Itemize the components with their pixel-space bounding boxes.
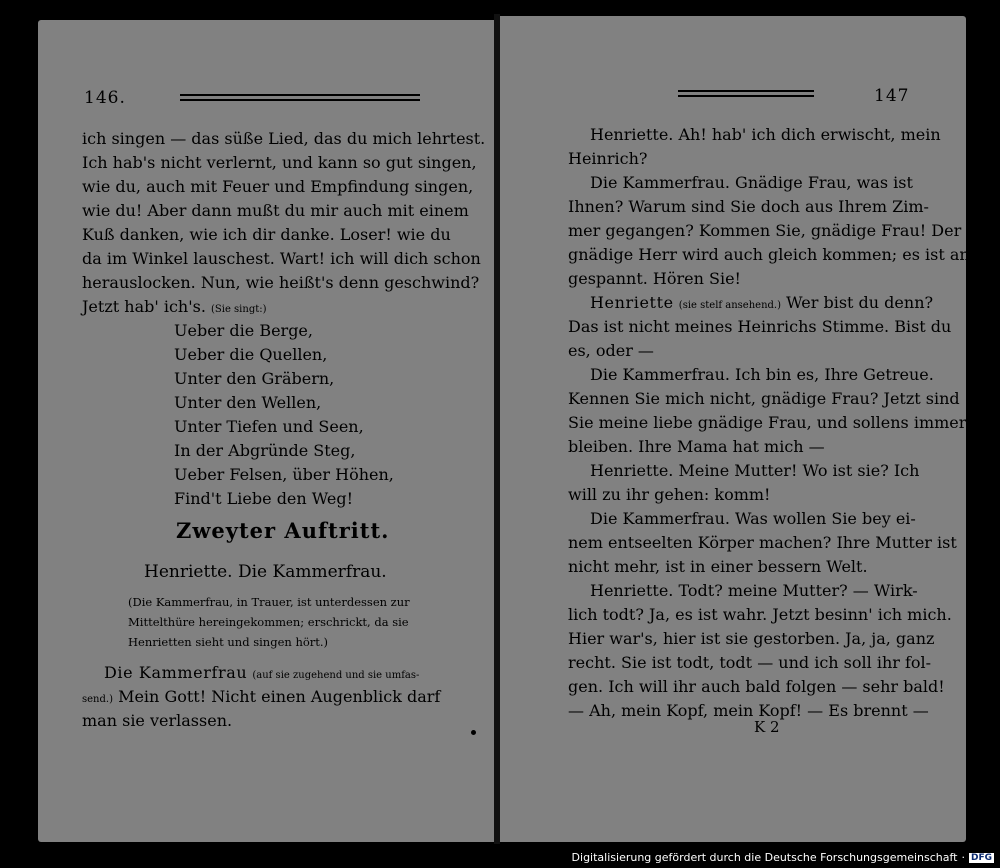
stage-note: (Sie singt:) <box>211 304 267 315</box>
right-line: Das ist nicht meines Heinrichs Stimme. Bist du <box>568 317 952 336</box>
left-line <box>82 686 440 711</box>
signature-mark: K 2 <box>754 718 780 736</box>
left-line: wie du! Aber dann mußt du mir auch mit einem <box>82 201 469 220</box>
right-line: nicht mehr, ist in einer bessern Welt. <box>568 557 868 576</box>
left-line: herauslocken. Nun, wie heißt's denn geschwind? <box>82 273 480 292</box>
stage-direction-line: (Die Kammerfrau, in Trauer, ist unterdessen zur <box>128 595 410 609</box>
left-line: Kuß danken, wie ich dir danke. Loser! wie du <box>82 225 451 244</box>
left-speaker-line <box>104 662 419 687</box>
digitization-footer <box>572 851 994 864</box>
right-line: gen. Ich will ihr auch bald folgen — sehr bald! <box>568 677 945 696</box>
right-line: Hier war's, hier ist sie gestorben. Ja, ja, ganz <box>568 629 935 648</box>
right-line: Heinrich? <box>568 149 648 168</box>
speaker-name: Henriette <box>590 293 674 312</box>
left-line: Ich hab's nicht verlernt, und kann so gut singen, <box>82 153 477 172</box>
right-line: will zu ihr gehen: komm! <box>568 485 771 504</box>
right-line: Sie meine liebe gnädige Frau, und sollens immer <box>568 413 967 432</box>
stage-note: (auf sie zugehend und sie umfas- <box>252 670 420 681</box>
right-line: lich todt? Ja, es ist wahr. Jetzt besinn' ich mich. <box>568 605 952 624</box>
poem-line: Unter den Wellen, <box>174 393 322 412</box>
dfg-logo: DFG <box>970 852 992 863</box>
right-line: Kennen Sie mich nicht, gnädige Frau? Jetzt sind <box>568 389 960 408</box>
left-line: da im Winkel lauschest. Wart! ich will dich schon <box>82 249 481 268</box>
ink-spot <box>471 730 476 735</box>
stage-note: (sie stelf ansehend.) <box>678 300 782 311</box>
right-line: es, oder — <box>568 341 654 360</box>
right-line: gespannt. Hören Sie! <box>568 269 741 288</box>
poem-line: Ueber Felsen, über Höhen, <box>174 465 394 484</box>
right-line: bleiben. Ihre Mama hat mich — <box>568 437 825 456</box>
right-line: mer gegangen? Kommen Sie, gnädige Frau! Der <box>568 221 962 240</box>
scene-title: Zweyter Auftritt. <box>176 518 390 543</box>
stage-direction-line: Mittelthüre hereingekommen; erschrickt, da sie <box>128 615 409 629</box>
right-line: — Ah, mein Kopf, mein Kopf! — Es brennt — <box>568 701 929 720</box>
poem-line: Unter Tiefen und Seen, <box>174 417 364 436</box>
right-line: Die Kammerfrau. Gnädige Frau, was ist <box>590 173 913 192</box>
poem-line: Ueber die Berge, <box>174 321 313 340</box>
poem-line: Unter den Gräbern, <box>174 369 335 388</box>
line-text: Jetzt hab' ich's. <box>82 297 206 316</box>
right-line: Die Kammerfrau. Ich bin es, Ihre Getreue. <box>590 365 934 384</box>
right-line: nem entseelten Körper machen? Ihre Mutter ist <box>568 533 957 552</box>
speaker-name: Die Kammerfrau <box>104 663 248 682</box>
stage-direction-line: Henrietten sieht und singen hört.) <box>128 635 329 649</box>
poem-line: Find't Liebe den Weg! <box>174 489 354 508</box>
right-page-number: 147 <box>874 86 910 106</box>
right-line: Ihnen? Warum sind Sie doch aus Ihrem Zim- <box>568 197 929 216</box>
line-text: Mein Gott! Nicht einen Augenblick darf <box>118 687 441 706</box>
right-speaker-line <box>590 292 933 317</box>
scene-cast: Henriette. Die Kammerfrau. <box>144 562 387 582</box>
left-page-number: 146. <box>84 88 126 108</box>
right-line: Henriette. Todt? meine Mutter? — Wirk- <box>590 581 918 600</box>
left-line-8 <box>82 296 267 321</box>
left-line: wie du, auch mit Feuer und Empfindung singen, <box>82 177 474 196</box>
right-line: gnädige Herr wird auch gleich kommen; es ist an- <box>568 245 976 264</box>
right-header-rule <box>678 90 814 92</box>
right-line: Henriette. Ah! hab' ich dich erwischt, mein <box>590 125 941 144</box>
left-line: ich singen — das süße Lied, das du mich lehrtest. <box>82 129 486 148</box>
line-text: Wer bist du denn? <box>786 293 934 312</box>
left-header-rule <box>180 94 420 96</box>
footer-text: Digitalisierung gefördert durch die Deutsche Forschungsgemeinschaft <box>571 851 958 864</box>
right-line: Die Kammerfrau. Was wollen Sie bey ei- <box>590 509 916 528</box>
poem-line: In der Abgründe Steg, <box>174 441 356 460</box>
stage-note: send.) <box>82 694 113 705</box>
right-line: Henriette. Meine Mutter! Wo ist sie? Ich <box>590 461 920 480</box>
right-line: recht. Sie ist todt, todt — und ich soll ihr fol- <box>568 653 932 672</box>
left-line: man sie verlassen. <box>82 711 233 730</box>
footer-separator: · <box>961 851 965 864</box>
poem-line: Ueber die Quellen, <box>174 345 328 364</box>
